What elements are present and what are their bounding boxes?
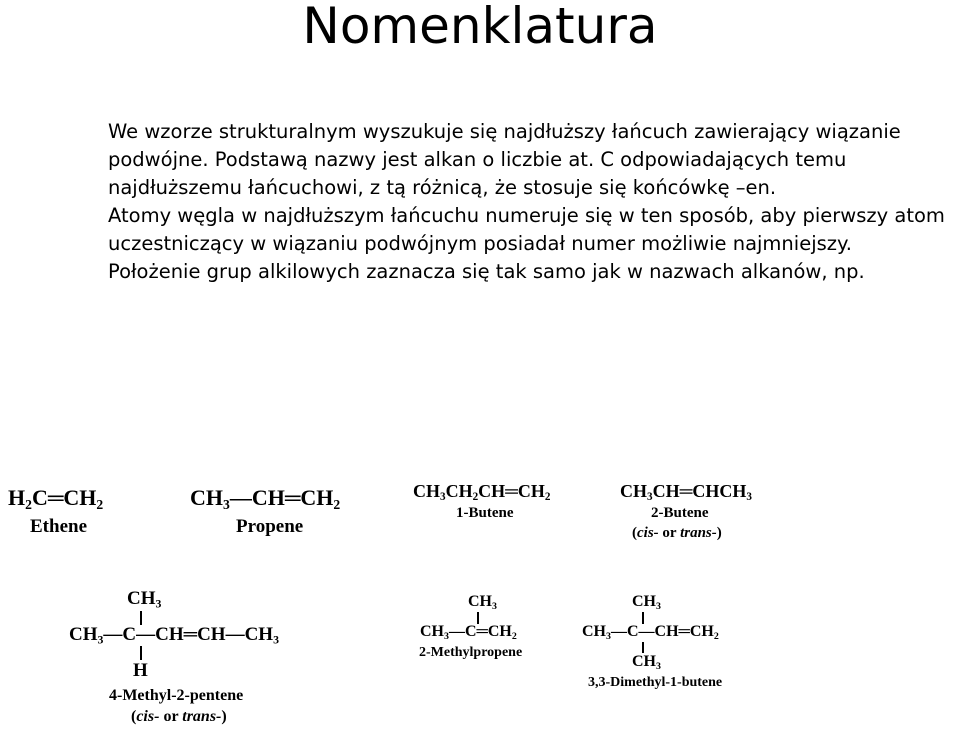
dimethylbutene-name: 3,3-Dimethyl-1-butene [588,675,723,690]
butene1-name: 1-Butene [456,505,514,521]
methylpropene-name: 2-Methylpropene [419,645,523,660]
paragraph-3: Położenie grup alkilowych zaznacza się tak samo jak w nazwach alkanów, np. [108,260,865,283]
methylpentene-bond-top [140,611,142,625]
methylpentene-bond-bottom [140,646,142,660]
propene-name: Propene [236,516,304,537]
butene1-formula: $CH_3CH_2CH═CH_2$ [413,481,551,504]
paragraph-1: We wzorze strukturalnym wyszukuje się najdłuższy łańcuch zawierający wiązanie podwójne. Podstawą nazwy jest alkan o liczbie at. C odpowiadających temu najdłuższemu łańcuchowi, z tą różnicą, że stosuje się końcówkę –en. [108,120,901,199]
butene2-isomer-note: (cis- or trans-) [632,525,722,541]
dimethylbutene-bottom-ch3: $CH_3$ [632,653,661,672]
methylpentene-chain: $CH_3—C—CH═CH—CH_3$ [69,624,279,647]
slide-title: Nomenklatura [302,0,658,55]
dimethylbutene-top-ch3: $CH_3$ [632,593,661,612]
dimethylbutene-chain: $CH_3—C—CH═CH_2$ [582,623,719,642]
methylpentene-h: H [133,660,148,681]
methylpropene-top-ch3: $CH_3$ [468,593,497,612]
methylpentene-name: 4-Methyl-2-pentene [109,687,244,704]
dimethylbutene-bond-bottom [642,642,644,653]
paragraph-2: Atomy węgla w najdłuższym łańcuchu numeruje się w ten sposób, aby pierwszy atom uczestniczący w wiązaniu podwójnym posiadał numer możliwie najmniejszy. [108,204,945,255]
propene-formula: $CH_3—CH═CH_2$ [190,485,341,512]
butene2-formula: $CH_3CH═CHCH_3$ [620,481,752,504]
ethene-name: Ethene [30,516,87,537]
methylpentene-top-ch3: $CH_3$ [127,588,162,611]
methylpentene-isomer-note: (cis- or trans-) [131,708,227,725]
butene2-name: 2-Butene [651,505,709,521]
methylpropene-chain: $CH_3—C═CH_2$ [420,623,517,642]
slide-body [108,118,958,286]
ethene-formula: $H_2C═CH_2$ [8,485,104,512]
